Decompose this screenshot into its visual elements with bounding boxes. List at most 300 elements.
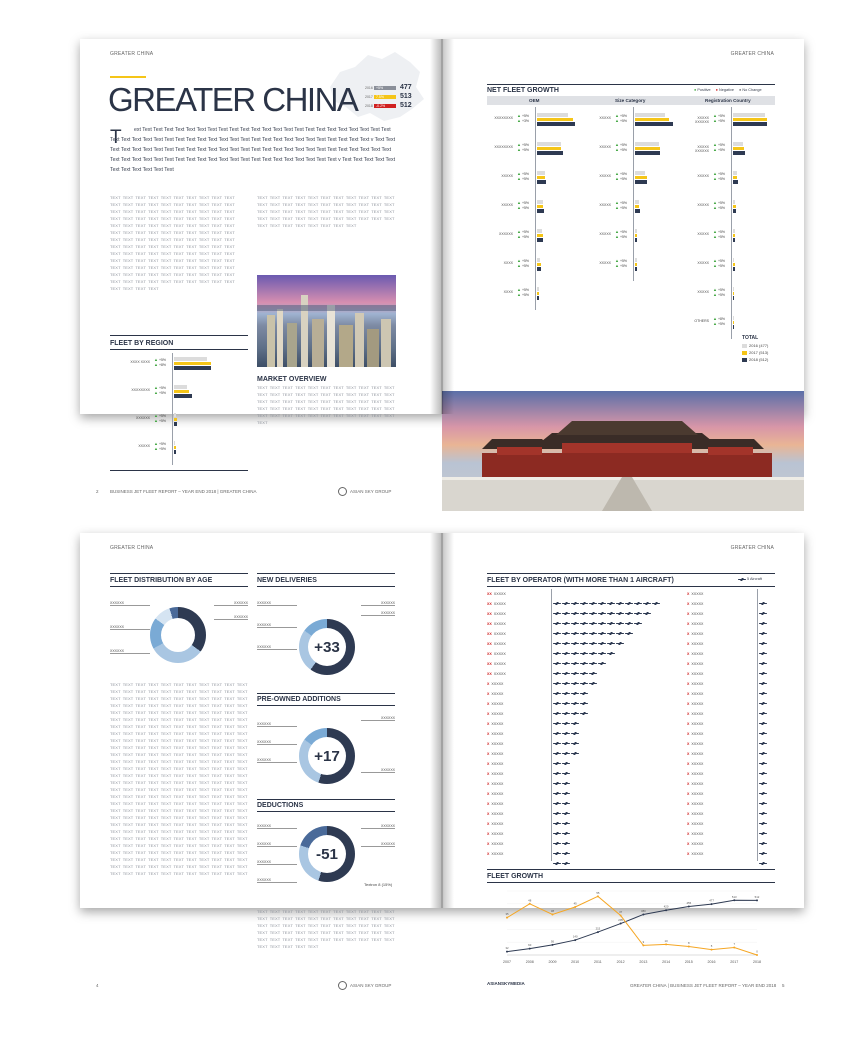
axis-line — [172, 353, 173, 465]
operator-row — [487, 709, 503, 719]
fleet-by-region-heading: FLEET BY REGION — [110, 340, 174, 347]
operator-flag-icon: X — [487, 692, 490, 696]
donut-ring — [150, 607, 206, 663]
operator-row — [687, 599, 703, 609]
data-label: 32 — [505, 946, 509, 951]
operator-row — [687, 809, 703, 819]
title-accent-bar — [110, 76, 146, 78]
bar — [733, 151, 745, 155]
row-label: XXXXX XXXXXX — [694, 145, 709, 153]
data-point — [551, 913, 553, 915]
total-legend — [742, 335, 768, 364]
operator-row — [487, 819, 503, 829]
operator-row — [687, 749, 703, 759]
operator-row — [687, 769, 703, 779]
operator-name: XXXXX — [493, 592, 506, 596]
bar — [733, 118, 767, 122]
change-value: +5% — [716, 230, 726, 234]
up-arrow-icon: ▲ — [713, 321, 717, 326]
callout-label: XXXXXX — [257, 623, 297, 628]
deliveries-top-rule — [257, 573, 395, 574]
running-header-right: GREATER CHINA — [730, 51, 774, 57]
pre-owned-additions-donut — [257, 708, 395, 798]
operator-name: XXXXX — [691, 742, 704, 746]
operator-name: XXXXX — [691, 592, 704, 596]
growth-legend — [694, 88, 762, 92]
operator-flag-icon: XX — [487, 672, 492, 676]
operator-name: XXXXX — [691, 762, 704, 766]
callout-label: XXXXXX — [214, 601, 248, 606]
operator-row — [487, 659, 506, 669]
operator-name: XXXXX — [691, 772, 704, 776]
operator-flag-icon: X — [687, 812, 690, 816]
x-tick-label: 2007 — [503, 960, 511, 964]
asian-sky-group-logo — [338, 487, 391, 496]
jet-icon — [616, 642, 624, 645]
jet-icon — [625, 632, 633, 635]
operator-flag-icon: X — [687, 652, 690, 656]
running-header-right-bottom: GREATER CHINA — [730, 545, 774, 551]
operator-flag-icon: X — [487, 712, 490, 716]
region-bottom-rule — [110, 470, 248, 471]
operator-name: XXXXX — [691, 722, 704, 726]
bar — [174, 413, 176, 417]
jet-icon — [643, 612, 651, 615]
intro-dropcap: T — [110, 127, 122, 148]
operator-name: XXXXX — [493, 612, 506, 616]
map-stat-value: 512 — [400, 102, 412, 109]
data-label: 0 — [756, 949, 758, 954]
up-arrow-icon: ▲ — [713, 316, 717, 321]
map-stat-change: +5% — [374, 86, 396, 90]
change-value: +8% — [157, 363, 167, 367]
bar — [635, 118, 669, 122]
row-label: XXXXX — [697, 261, 709, 265]
change-indicator — [154, 446, 166, 451]
bar — [537, 205, 543, 209]
operator-flag-icon: X — [487, 792, 490, 796]
bar — [174, 422, 177, 426]
operator-flag-icon: X — [687, 592, 690, 596]
change-value: +8% — [716, 317, 726, 321]
operator-row — [687, 609, 703, 619]
operator-name: XXXXX — [491, 852, 504, 856]
bar — [733, 171, 737, 175]
data-label: 512 — [754, 894, 760, 899]
logo-mark-icon — [338, 981, 347, 990]
change-value: +5% — [157, 442, 167, 446]
change-value: +5% — [716, 148, 726, 152]
x-tick-label: 2012 — [616, 960, 625, 964]
operator-flag-icon: XX — [487, 642, 492, 646]
operator-row — [487, 619, 506, 629]
change-indicator — [517, 118, 529, 123]
row-label: XXXXX — [697, 203, 709, 207]
up-arrow-icon: ▲ — [713, 147, 717, 152]
operator-row — [687, 629, 703, 639]
net-fleet-growth-heading: NET FLEET GROWTH — [487, 87, 559, 94]
operator-name: XXXXX — [691, 632, 704, 636]
up-arrow-icon: ▲ — [154, 362, 158, 367]
fleet-growth-heading: FLEET GROWTH — [487, 873, 543, 880]
row-label: XXXX XXXX — [130, 360, 150, 364]
map-stat-change: 7.5% — [374, 95, 396, 99]
up-arrow-icon: ▲ — [517, 292, 521, 297]
body-column-1: TEXT TEXT TEXT TEXT TEXT TEXT TEXT TEXT TEXT TEXT TEXT TEXT TEXT TEXT TEXT TEXT TEXT TEXT TEXT TEXT TEXT TEXT TEXT TEXT TEXT TEXT TEXT TEXT TEXT TEXT TEXT TEXT TEXT TEXT TEXT TEXT TEXT TEXT TEXT TEXT TEXT TEXT TEXT TEXT TEXT TEXT TEXT TEXT TEXT TEXT TEXT TEXT TEXT TEXT TEXT TEXT TEXT TEXT TEXT TEXT TEXT TEXT TEXT TEXT TEXT TEXT TEXT TEXT TEXT TEXT TEXT TEXT TEXT TEXT TEXT TEXT TEXT TEXT TEXT TEXT TEXT TEXT TEXT TEXT TEXT TEXT TEXT TEXT TEXT TEXT TEXT TEXT TEXT TEXT TEXT TEXT TEXT TEXT TEXT TEXT TEXT TEXT TEXT TEXT TEXT TEXT TEXT TEXT TEXT TEXT TEXT TEXT TEXT TEXT TEXT TEXT TEXT TEXT TEXT TEXT TEXT TEXT TEXT TEXT TEXT TEXT TEXT TEXT TEXT TEXT TEXT TEXT TEXT TEXT — [110, 195, 235, 291]
up-arrow-icon: ▲ — [154, 413, 158, 418]
operator-heading-rule — [487, 586, 775, 587]
operator-flag-icon: X — [487, 822, 490, 826]
total-legend-item — [742, 350, 768, 355]
x-tick-label: 2009 — [548, 960, 557, 964]
data-label: 455 — [686, 900, 692, 905]
operator-name: XXXXX — [491, 732, 504, 736]
operator-name: XXXXX — [691, 662, 704, 666]
operator-row — [687, 729, 703, 739]
up-arrow-icon: ▲ — [517, 258, 521, 263]
running-header-bottom: GREATER CHINA — [110, 545, 154, 551]
operator-row — [487, 679, 503, 689]
axis-line — [757, 589, 758, 861]
bar — [733, 113, 765, 117]
market-overview-text: TEXT TEXT TEXT TEXT TEXT TEXT TEXT TEXT TEXT TEXT TEXT TEXT TEXT TEXT TEXT TEXT TEXT TEXT TEXT TEXT TEXT TEXT TEXT TEXT TEXT TEXT TEXT TEXT TEXT TEXT TEXT TEXT TEXT TEXT TEXT TEXT TEXT TEXT TEXT TEXT TEXT TEXT TEXT TEXT TEXT TEXT TEXT TEXT TEXT TEXT TEXT TEXT TEXT TEXT TEXT TEXT — [257, 385, 395, 425]
row-label: XXXXX — [501, 203, 513, 207]
series-line — [507, 900, 757, 951]
operator-flag-icon: X — [687, 782, 690, 786]
data-point — [506, 917, 508, 919]
operator-name: XXXXX — [493, 602, 506, 606]
map-stats-box — [365, 83, 425, 110]
bar — [635, 267, 637, 271]
row-label: XXXXX — [697, 290, 709, 294]
change-value: +5% — [618, 172, 628, 176]
map-stat-row — [365, 101, 425, 110]
operator-row — [487, 599, 506, 609]
running-header: GREATER CHINA — [110, 51, 154, 57]
bar — [537, 180, 546, 184]
fleet-by-operator-chart — [487, 589, 775, 865]
jet-icon — [553, 862, 561, 865]
row-label: XXXX — [503, 261, 513, 265]
operator-flag-icon: X — [687, 762, 690, 766]
bar — [537, 229, 542, 233]
change-value: +5% — [520, 201, 530, 205]
bar — [635, 113, 665, 117]
up-arrow-icon: ▲ — [517, 118, 521, 123]
row-label: XXXXX — [697, 232, 709, 236]
operator-flag-icon: X — [487, 742, 490, 746]
operator-name: XXXXX — [691, 652, 704, 656]
map-stat-year: 2018 — [365, 103, 373, 108]
data-point — [688, 905, 690, 907]
change-indicator — [713, 147, 725, 152]
up-arrow-icon: ▲ — [713, 258, 717, 263]
data-label: 8 — [688, 940, 690, 945]
operator-name: XXXXX — [691, 802, 704, 806]
change-value: +5% — [520, 264, 530, 268]
operator-flag-icon: X — [687, 622, 690, 626]
change-value: +5% — [520, 177, 530, 181]
change-indicator — [154, 390, 166, 395]
operator-name: XXXXX — [691, 752, 704, 756]
bar — [537, 151, 563, 155]
age-heading-rule — [110, 586, 248, 587]
operator-flag-icon: X — [687, 612, 690, 616]
operator-name: XXXXX — [491, 742, 504, 746]
fleet-growth-line-chart — [487, 885, 777, 969]
operator-flag-icon: X — [687, 692, 690, 696]
up-arrow-icon: ▲ — [517, 176, 521, 181]
operator-name: XXXXX — [491, 832, 504, 836]
operator-flag-icon: X — [487, 782, 490, 786]
bar — [635, 238, 637, 242]
change-value: +5% — [618, 206, 628, 210]
legend-swatch — [742, 358, 747, 362]
axis-line — [731, 107, 732, 339]
row-label: XXXXX — [599, 203, 611, 207]
row-label: OTHERS — [694, 319, 709, 323]
change-indicator — [713, 176, 725, 181]
change-value: +5% — [716, 288, 726, 292]
change-value: +5% — [520, 148, 530, 152]
bar — [635, 205, 639, 209]
operator-name: XXXXX — [493, 622, 506, 626]
operator-jets — [759, 852, 768, 870]
age-top-rule — [110, 573, 248, 574]
data-point — [551, 944, 553, 946]
callout-label: XXXXXX — [257, 878, 297, 883]
up-arrow-icon: ▲ — [713, 287, 717, 292]
fleet-by-region-chart — [110, 351, 248, 469]
up-arrow-icon: ▲ — [615, 176, 619, 181]
row-label: XXXXX — [599, 174, 611, 178]
operator-name: XXXXX — [493, 652, 506, 656]
jet-icon — [580, 712, 588, 715]
book-gutter-shadow — [430, 533, 454, 908]
row-label: XXXXX — [599, 261, 611, 265]
operator-name: XXXXX — [491, 822, 504, 826]
row-label: XXXXX — [697, 174, 709, 178]
change-indicator — [615, 147, 627, 152]
row-label: XXXXXX — [498, 232, 513, 236]
data-point — [711, 903, 713, 905]
col-header-registration: Registration Country — [705, 98, 751, 103]
change-value: +5% — [618, 230, 628, 234]
change-value: +5% — [716, 119, 726, 123]
operator-flag-icon: X — [487, 802, 490, 806]
operator-name: XXXXX — [491, 692, 504, 696]
spread-bottom — [80, 533, 804, 988]
change-value: +5% — [520, 172, 530, 176]
operator-flag-icon: X — [487, 772, 490, 776]
operator-row — [487, 609, 506, 619]
callout-label: XXXXXX — [361, 716, 395, 721]
operator-jets — [553, 852, 571, 870]
up-arrow-icon: ▲ — [713, 171, 717, 176]
col-header-size: Size Category — [615, 98, 646, 103]
bar — [733, 180, 738, 184]
operator-flag-icon: X — [687, 712, 690, 716]
operator-name: XXXXX — [691, 642, 704, 646]
operator-row — [487, 669, 506, 679]
change-value: +5% — [618, 143, 628, 147]
operator-name: XXXXX — [691, 692, 704, 696]
growth-column — [683, 107, 779, 372]
data-label: 45 — [573, 901, 577, 906]
data-label: 55 — [596, 890, 600, 895]
operator-name: XXXXX — [691, 612, 704, 616]
donut-ring — [299, 619, 355, 675]
x-tick-label: 2017 — [730, 960, 739, 964]
bar — [537, 267, 541, 271]
change-value: +5% — [520, 288, 530, 292]
footer-text-right: GREATER CHINA | BUSINESS JET FLEET REPORT – YEAR END 2018 — [630, 983, 777, 988]
change-indicator — [517, 234, 529, 239]
operator-row — [487, 779, 503, 789]
bar — [174, 450, 176, 454]
operator-row — [487, 769, 503, 779]
change-value: +5% — [618, 177, 628, 181]
bar — [174, 441, 175, 445]
bar — [733, 147, 744, 151]
operator-row — [487, 729, 503, 739]
operator-flag-icon: X — [687, 662, 690, 666]
up-arrow-icon: ▲ — [615, 229, 619, 234]
col-header-oem: OEM — [529, 98, 540, 103]
change-value: +5% — [716, 143, 726, 147]
operator-name: XXXXX — [491, 792, 504, 796]
up-arrow-icon: ▲ — [154, 390, 158, 395]
row-label: XXXXXXXX — [494, 145, 513, 149]
operator-flag-icon: X — [487, 702, 490, 706]
data-point — [620, 915, 622, 917]
operator-flag-icon: X — [687, 642, 690, 646]
data-label: 95 — [550, 939, 555, 944]
body-column-2: TEXT TEXT TEXT TEXT TEXT TEXT TEXT TEXT TEXT TEXT TEXT TEXT TEXT TEXT TEXT TEXT TEXT TEXT TEXT TEXT TEXT TEXT TEXT TEXT TEXT TEXT TEXT TEXT TEXT TEXT TEXT TEXT TEXT TEXT TEXT TEXT TEXT TEXT TEXT TEXT TEXT TEXT TEXT TEXT TEXT TEXT TEXT TEXT TEXT TEXT TEXT TEXT — [257, 195, 395, 228]
bar — [537, 292, 539, 296]
data-point — [574, 939, 576, 941]
operator-flag-icon: X — [687, 822, 690, 826]
bar — [733, 267, 735, 271]
data-point — [529, 903, 531, 905]
operator-name: XXXXX — [691, 682, 704, 686]
pre-owned-additions-heading: PRE-OWNED ADDITIONS — [257, 696, 341, 703]
bar — [537, 147, 561, 151]
data-point — [665, 909, 667, 911]
bar — [537, 200, 543, 204]
data-point — [642, 913, 644, 915]
forbidden-city-photo — [442, 391, 804, 511]
row-label: XXXX — [503, 290, 513, 294]
bar — [174, 366, 211, 370]
row-label: XXXXXXXX — [494, 116, 513, 120]
jet-icon — [562, 862, 570, 865]
operator-flag-icon: X — [687, 702, 690, 706]
legend-no-change: ● No Change — [739, 88, 762, 92]
bar — [733, 292, 734, 296]
operator-flag-icon: X — [687, 752, 690, 756]
operator-flag-icon: X — [487, 722, 490, 726]
deductions-top-rule — [257, 799, 395, 800]
legend-label: 2018 (512) — [749, 357, 769, 362]
operator-row — [687, 829, 703, 839]
jet-icon — [634, 622, 642, 625]
jet-icon — [607, 652, 615, 655]
change-value: +5% — [520, 230, 530, 234]
operator-flag-icon: X — [487, 812, 490, 816]
up-arrow-icon: ▲ — [713, 142, 717, 147]
bar — [174, 446, 176, 450]
data-label: 140 — [572, 934, 578, 939]
x-tick-label: 2016 — [707, 960, 716, 964]
change-value: +5% — [157, 391, 167, 395]
operator-name: XXXXX — [491, 782, 504, 786]
data-label: 7 — [733, 942, 736, 947]
bar — [733, 321, 734, 325]
callout-label: XXXXXX — [110, 625, 150, 630]
up-arrow-icon: ▲ — [517, 171, 521, 176]
up-arrow-icon: ▲ — [154, 357, 158, 362]
bar — [635, 209, 640, 213]
up-arrow-icon: ▲ — [615, 205, 619, 210]
callout-label: XXXXXX — [361, 842, 395, 847]
change-indicator — [615, 176, 627, 181]
page-4 — [80, 533, 442, 988]
operator-name: XXXXX — [493, 672, 506, 676]
map-stat-row — [365, 83, 425, 92]
operator-flag-icon: X — [487, 762, 490, 766]
bar — [174, 362, 211, 366]
legend-label: 2017 (513) — [749, 350, 769, 355]
change-value: +5% — [716, 206, 726, 210]
callout-label: XXXXXX — [257, 722, 297, 727]
bar — [635, 180, 647, 184]
operator-name: XXXXX — [691, 832, 704, 836]
operator-name: XXXXX — [491, 762, 504, 766]
row-label: XXXXXXXX — [131, 388, 150, 392]
net-growth-top-rule — [487, 84, 775, 85]
operator-row — [687, 839, 703, 849]
callout-label: XXXXXX — [361, 768, 395, 773]
asian-sky-media-logo: ASIANSKYMEDIA — [487, 981, 525, 986]
bar — [537, 142, 561, 146]
bar — [537, 234, 543, 238]
legend-negative: ● Negative — [715, 88, 735, 92]
data-label: 60 — [528, 943, 532, 948]
operator-row — [687, 779, 703, 789]
up-arrow-icon: ▲ — [615, 234, 619, 239]
up-arrow-icon: ▲ — [517, 263, 521, 268]
operator-row — [487, 639, 506, 649]
donut-center: +33 — [308, 628, 346, 666]
page-number-5: 5 — [782, 983, 785, 988]
fleet-by-operator-heading: FLEET BY OPERATOR (WITH MORE THAN 1 AIRCRAFT) — [487, 577, 674, 584]
bar — [537, 209, 544, 213]
up-arrow-icon: ▲ — [713, 205, 717, 210]
operator-name: XXXXX — [491, 702, 504, 706]
operator-flag-icon: XX — [487, 622, 492, 626]
operator-row — [687, 759, 703, 769]
up-arrow-icon: ▲ — [713, 263, 717, 268]
bar — [537, 122, 575, 126]
operator-flag-icon: XX — [487, 612, 492, 616]
legend-swatch — [742, 344, 747, 348]
change-indicator — [517, 205, 529, 210]
bar — [174, 418, 177, 422]
change-value: +5% — [716, 201, 726, 205]
operator-name: XXXXX — [491, 712, 504, 716]
operator-flag-icon: XX — [487, 602, 492, 606]
